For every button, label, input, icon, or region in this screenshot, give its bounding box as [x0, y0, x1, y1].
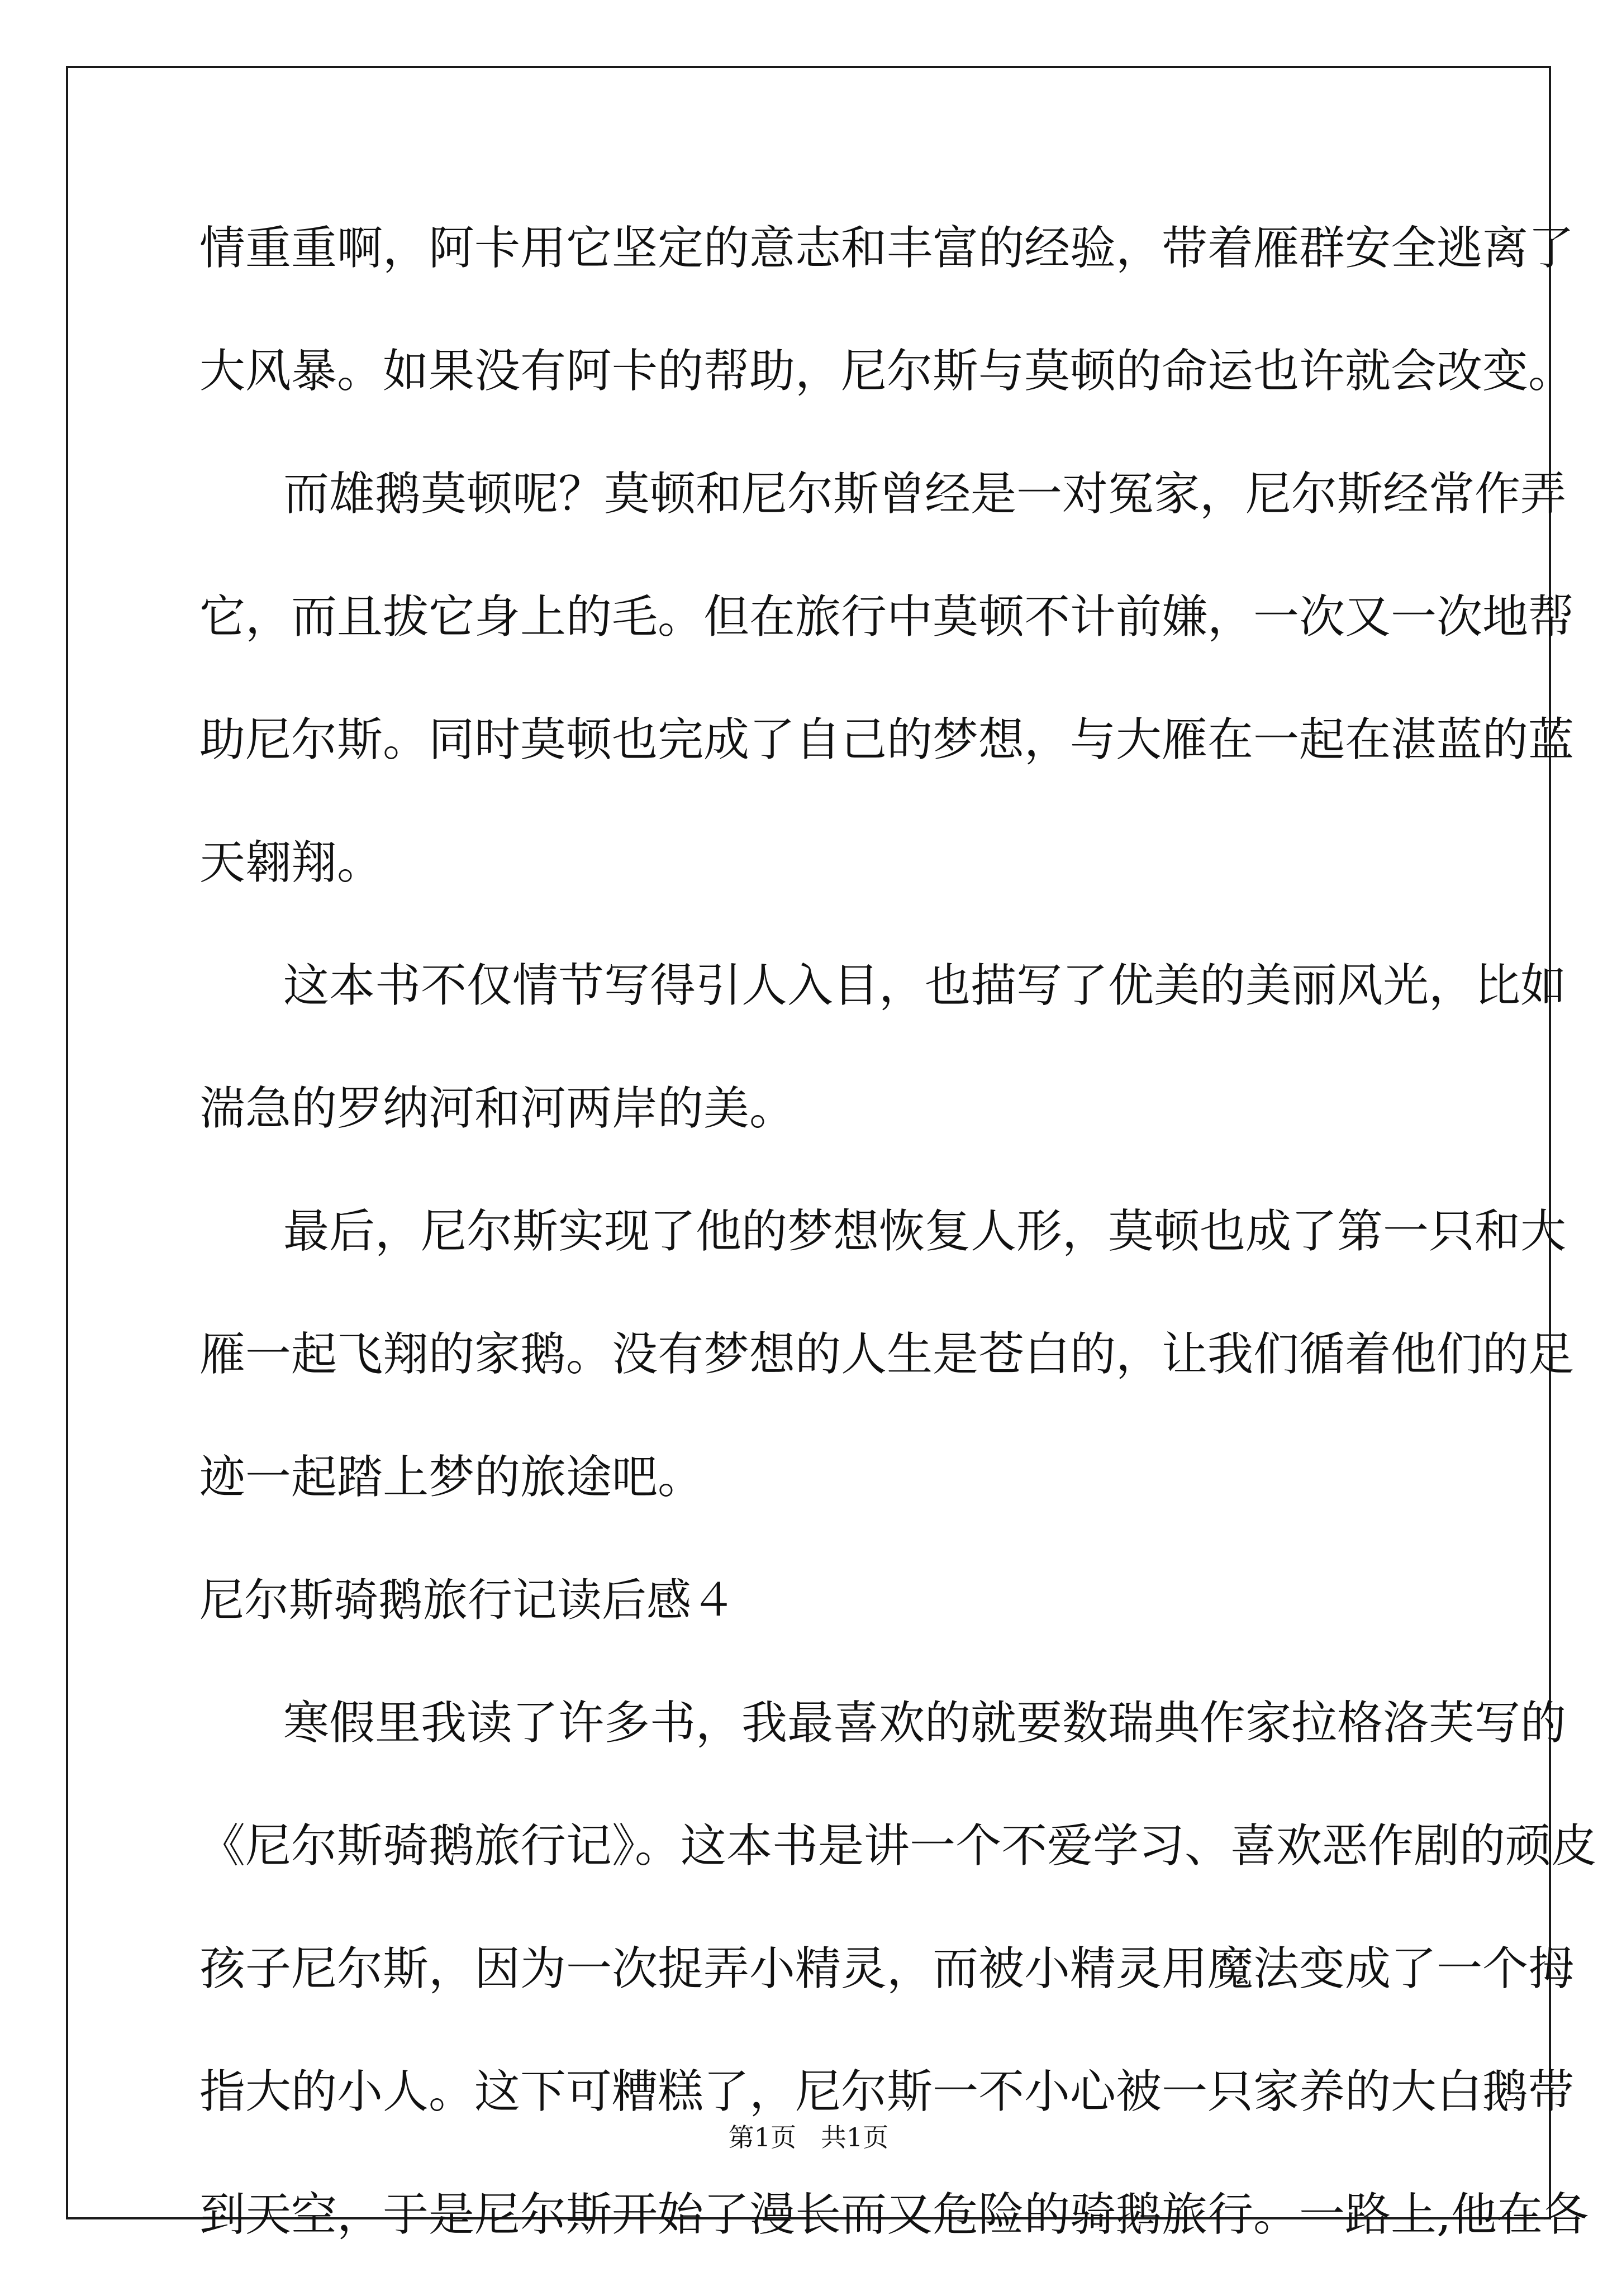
paragraph-start-line: 寒假里我读了许多书，我最喜欢的就要数瑞典作家拉格洛芙写的 [283, 1697, 1567, 1750]
text-line: 大风暴。如果没有阿卡的帮助，尼尔斯与莫顿的命运也许就会改变。 [199, 345, 1575, 398]
text-line: 《尼尔斯骑鹅旅行记》。这本书是讲一个不爱学习、喜欢恶作剧的顽皮 [199, 1819, 1597, 1873]
text-line: 湍急的罗纳河和河两岸的美。 [199, 1082, 796, 1135]
paragraph-start-line: 最后，尼尔斯实现了他的梦想恢复人形，莫顿也成了第一只和大 [283, 1205, 1567, 1258]
text-line: 指大的小人。这下可糟糕了，尼尔斯一不小心被一只家养的大白鹅带 [199, 2065, 1575, 2118]
text-line: 迹一起踏上梦的旅途吧。 [199, 1451, 704, 1504]
text-line: 天翱翔。 [199, 836, 383, 889]
text-line: 情重重啊，阿卡用它坚定的意志和丰富的经验，带着雁群安全逃离了 [199, 222, 1575, 275]
paragraph-start-line: 而雄鹅莫顿呢？莫顿和尼尔斯曾经是一对冤家，尼尔斯经常作弄 [283, 468, 1567, 521]
text-line: 它，而且拔它身上的毛。但在旅行中莫顿不计前嫌，一次又一次地帮 [199, 590, 1575, 644]
text-line: 助尼尔斯。同时莫顿也完成了自己的梦想，与大雁在一起在湛蓝的蓝 [199, 713, 1575, 766]
page-footer: 第1页 共1页 [728, 2122, 889, 2152]
section-heading: 尼尔斯骑鹅旅行记读后感４ [199, 1574, 736, 1626]
text-line: 到天空，于是尼尔斯开始了漫长而又危险的骑鹅旅行。一路上,他在各 [199, 2188, 1589, 2241]
text-line: 雁一起飞翔的家鹅。没有梦想的人生是苍白的，让我们循着他们的足 [199, 1328, 1575, 1381]
paragraph-start-line: 这本书不仅情节写得引人入目，也描写了优美的美丽风光，比如 [283, 959, 1567, 1012]
document-body [199, 207, 1597, 2296]
text-line: 孩子尼尔斯，因为一次捉弄小精灵，而被小精灵用魔法变成了一个拇 [199, 1942, 1575, 1995]
